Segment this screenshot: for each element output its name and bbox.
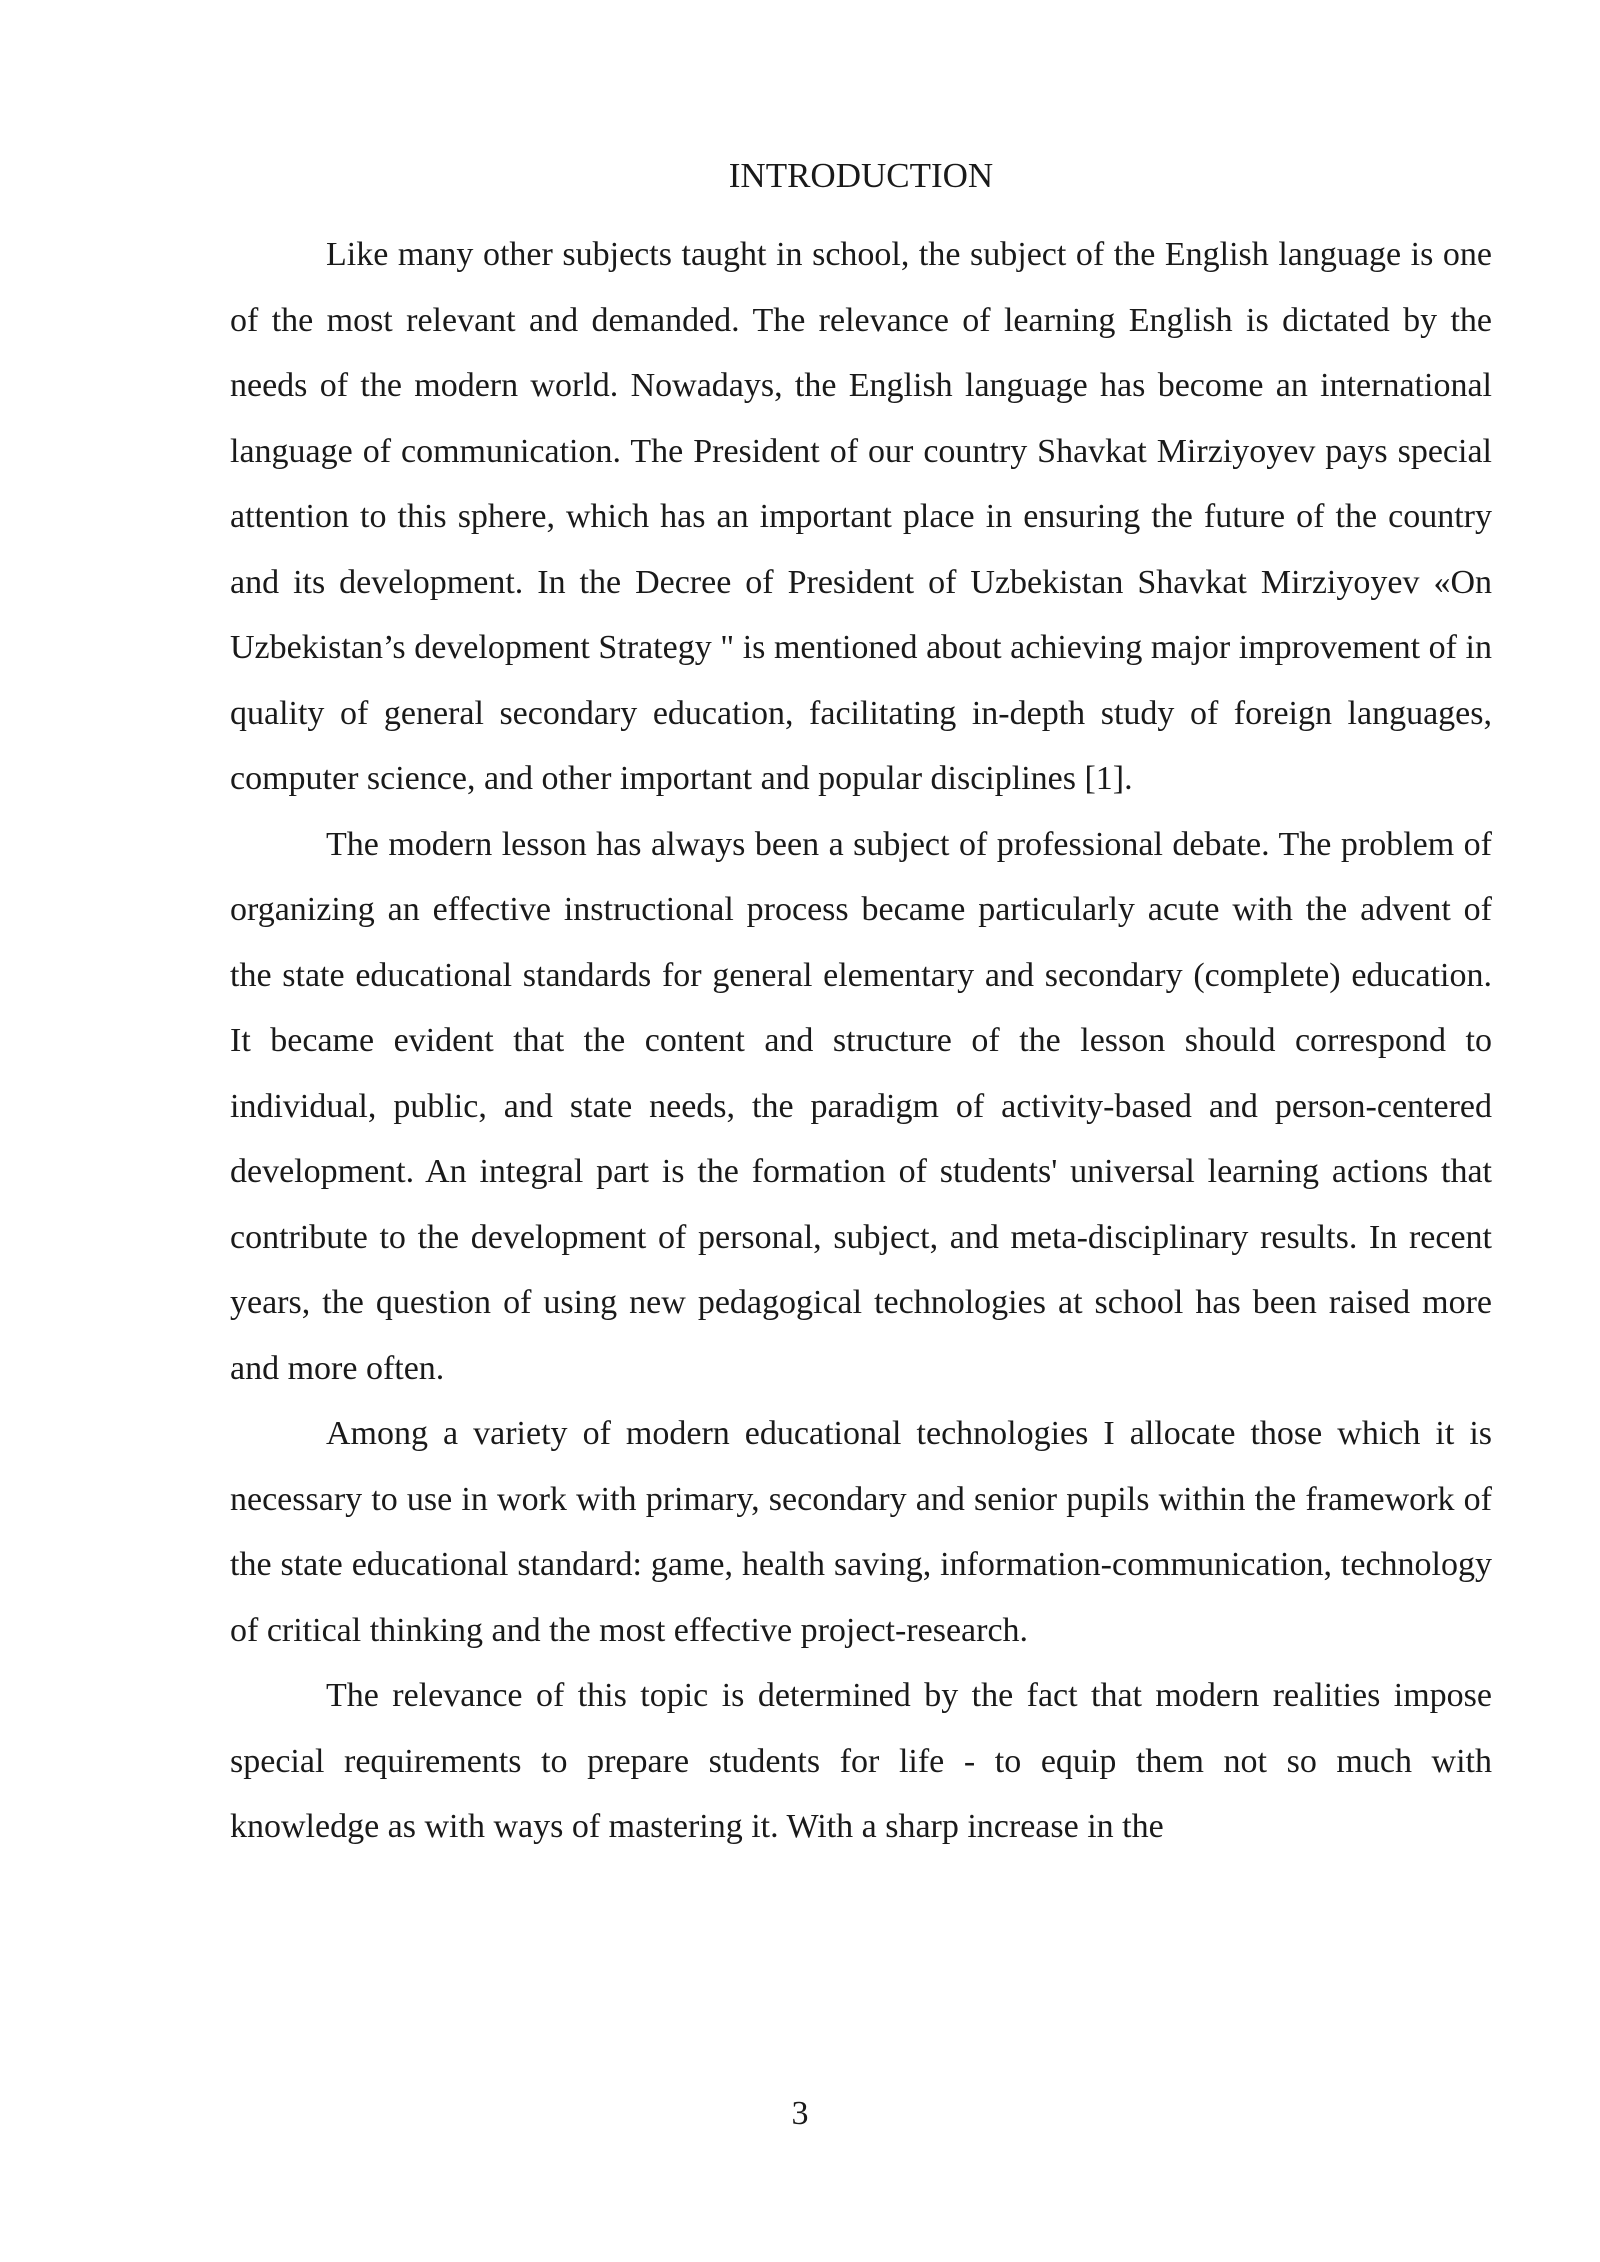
paragraph-3: Among a variety of modern educational technologies I allocate those which it is necessary to use in work with primary, secondary and senior pupils within the framework of the state educational standard: game, health saving, information-communication, technology of critical thinking and the most effective project-research. (230, 1415, 1492, 1649)
page-number: 3 (791, 2095, 809, 2132)
page-content (230, 150, 1492, 1860)
paragraph-2: The modern lesson has always been a subject of professional debate. The problem of organizing an effective instructional process became particularly acute with the advent of the state educational standards for general elementary and secondary (complete) education. It became evident that the content and structure of the lesson should correspond to individual, public, and state needs, the paradigm of activity-based and person-centered development. An integral part is the formation of students' universal learning actions that contribute to the development of personal, subject, and meta-disciplinary results. In recent years, the question of using new pedagogical technologies at school has been raised more and more often. (230, 825, 1492, 1387)
paragraph-4: The relevance of this topic is determined by the fact that modern realities impose special requirements to prepare students for life - to equip them not so much with knowledge as with ways of mastering it. With a sharp increase in the (230, 1677, 1492, 1845)
section-heading: INTRODUCTION (728, 156, 994, 195)
paragraph-1: Like many other subjects taught in school, the subject of the English language is one of the most relevant and demanded. The relevance of learning English is dictated by the needs of the modern world. Nowadays, the English language has become an international language of communication. The President of our country Shavkat Mirziyoyev pays special attention to this sphere, which has an important place in ensuring the future of the country and its development. In the Decree of President of Uzbekistan Shavkat Mirziyoyev «On Uzbekistan’s development Strategy " is mentioned about achieving major improvement of in quality of general secondary education, facilitating in-depth study of foreign languages, computer science, and other important and popular disciplines [1]. (230, 236, 1492, 797)
